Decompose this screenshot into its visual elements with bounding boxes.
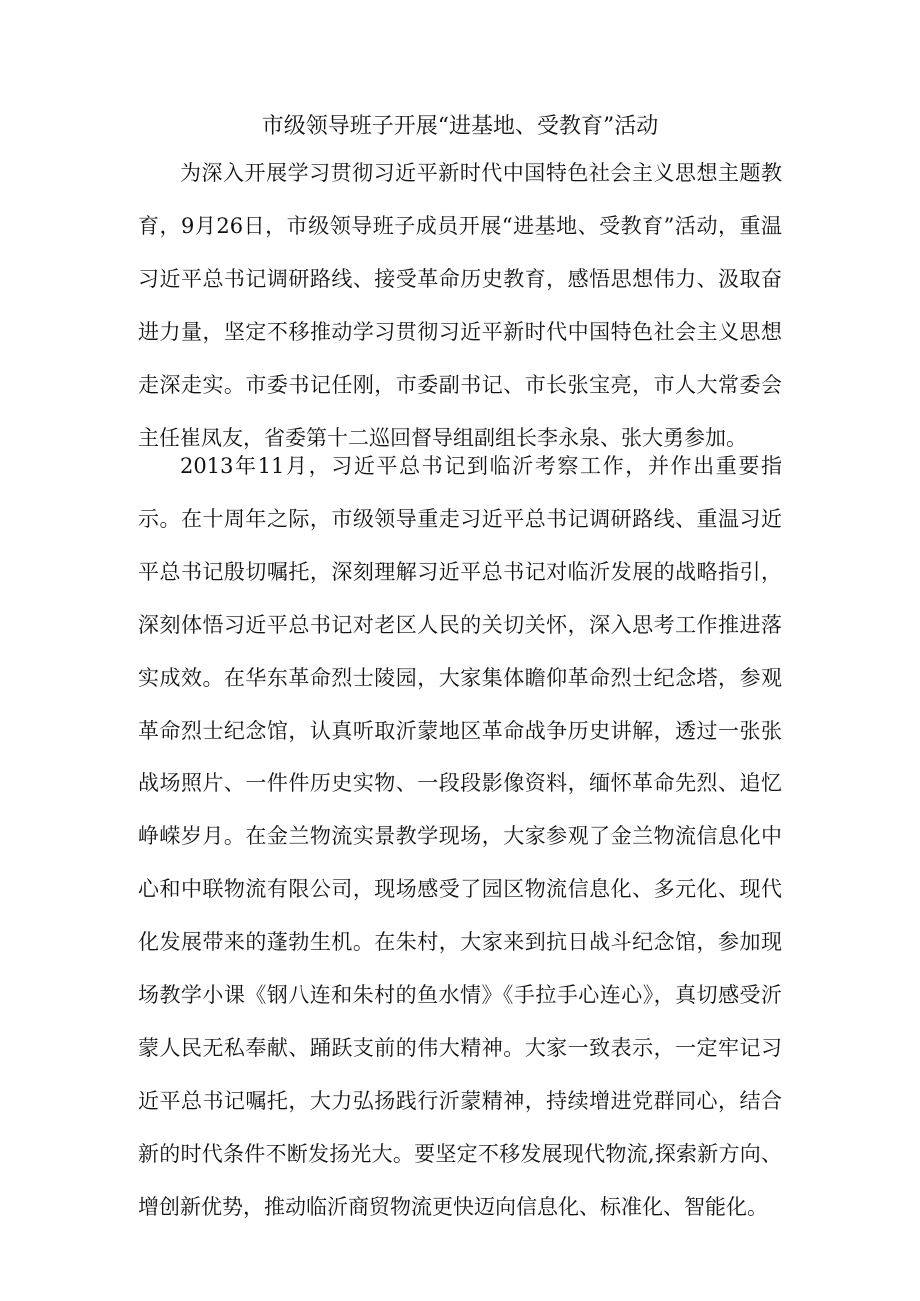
document-title: 市级领导班子开展“进基地、受教育”活动	[261, 114, 659, 139]
paragraph-1: 为深入开展学习贯彻习近平新时代中国特色社会主义思想主题教育，9月26日，市级领导班子成员开展“进基地、受教育”活动，重温习近平总书记调研路线、接受革命历史教育，感悟思想伟力、汲取奋进力量，坚定不移推动学习贯彻习近平新时代中国特色社会主义思想走深走实。市委书记任刚，市委副书记、市长张宝亮，市人大常委会主任崔凤友，省委第十二巡回督导组副组长李永泉、张大勇参加。	[138, 161, 782, 450]
document-body	[138, 0, 782, 1301]
paragraph-2: 2013年11月，习近平总书记到临沂考察工作，并作出重要指示。在十周年之际，市级领导重走习近平总书记调研路线、重温习近平总书记殷切嘱托，深刻理解习近平总书记对临沂发展的战略指引，深刻体悟习近平总书记对老区人民的关切关怀，深入思考工作推进落实成效。在华东革命烈士陵园，大家集体瞻仰革命烈士纪念塔，参观革命烈士纪念馆，认真听取沂蒙地区革命战争历史讲解，透过一张张战场照片、一件件历史实物、一段段影像资料，缅怀革命先烈、追忆峥嵘岁月。在金兰物流实景教学现场，大家参观了金兰物流信息化中心和中联物流有限公司，现场感受了园区物流信息化、多元化、现代化发展带来的蓬勃生机。在朱村，大家来到抗日战斗纪念馆，参加现场教学小课《钢八连和朱村的鱼水情》《手拉手心连心》，真切感受沂蒙人民无私奉献、踊跃支前的伟大精神。大家一致表示，一定牢记习近平总书记嘱托，大力弘扬践行沂蒙精神，持续增进党群同心，结合新的时代条件不断发扬光大。要坚定不移发展现代物流,探索新方向、增创新优势，推动临沂商贸物流更快迈向信息化、标准化、智能化。	[138, 454, 782, 1219]
